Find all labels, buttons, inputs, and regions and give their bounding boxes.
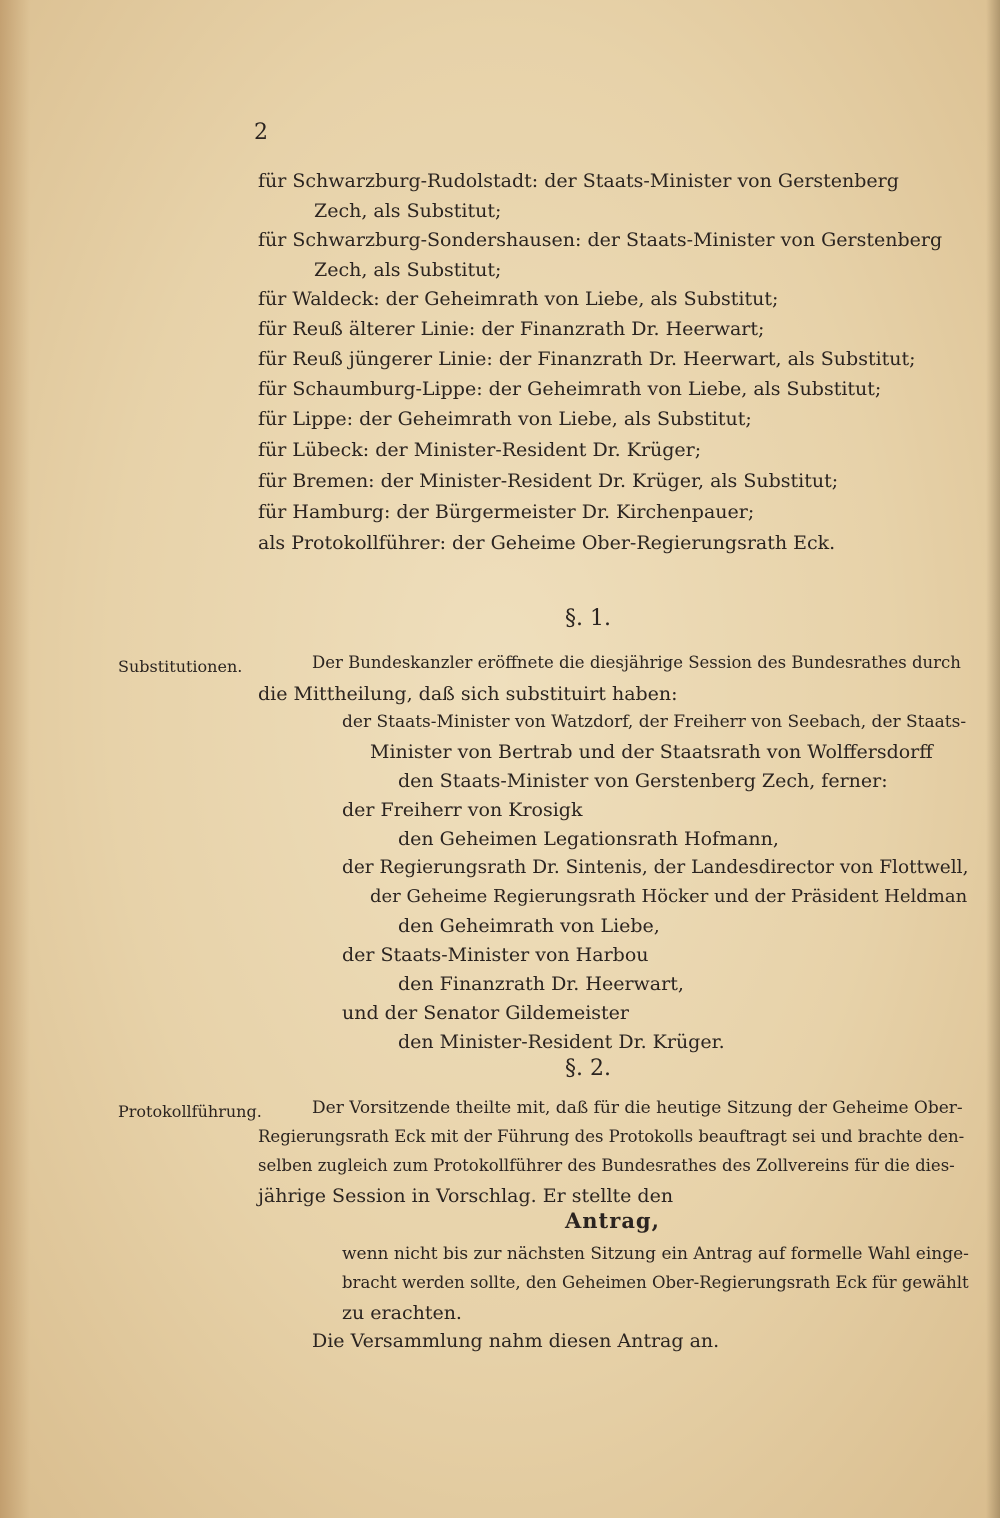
attendee-line: für Reuß jüngerer Linie: der Finanzrath Dr. Heerwart, als Substitut; — [258, 348, 916, 370]
antrag-label: Antrag, — [565, 1208, 660, 1233]
paragraph-line: den Finanzrath Dr. Heerwart, — [398, 973, 684, 995]
paragraph-line: der Freiherr von Krosigk — [342, 799, 583, 821]
attendee-line: für Reuß älterer Linie: der Finanzrath Dr. Heerwart; — [258, 318, 765, 340]
attendee-line: für Schaumburg-Lippe: der Geheimrath von Liebe, als Substitut; — [258, 378, 882, 400]
attendee-line: für Waldeck: der Geheimrath von Liebe, als Substitut; — [258, 288, 779, 310]
paragraph-line: den Minister-Resident Dr. Krüger. — [398, 1031, 725, 1053]
paragraph-line: Der Bundeskanzler eröffnete die diesjährige Session des Bundesrathes durch — [312, 653, 961, 672]
attendee-line: für Schwarzburg-Rudolstadt: der Staats-Minister von Gerstenberg — [258, 170, 899, 192]
paragraph-line: Minister von Bertrab und der Staatsrath von Wolffersdorff — [370, 741, 933, 763]
paragraph-line: der Staats-Minister von Harbou — [342, 944, 649, 966]
page-shadow-left — [0, 0, 30, 1518]
paragraph-line: der Geheime Regierungsrath Höcker und der Präsident Heldman — [370, 886, 968, 907]
section-heading-1: §. 1. — [565, 606, 611, 631]
paragraph-line: und der Senator Gildemeister — [342, 1002, 630, 1024]
paragraph-line: die Mittheilung, daß sich substituirt haben: — [258, 683, 678, 705]
antrag-line: zu erachten. — [342, 1302, 462, 1324]
antrag-line: wenn nicht bis zur nächsten Sitzung ein Antrag auf formelle Wahl einge- — [342, 1244, 969, 1264]
attendee-line: Zech, als Substitut; — [314, 259, 502, 281]
attendee-line: für Lübeck: der Minister-Resident Dr. Krüger; — [258, 439, 702, 461]
section-heading-2: §. 2. — [565, 1056, 611, 1081]
closing-line: Die Versammlung nahm diesen Antrag an. — [312, 1330, 720, 1352]
paragraph-line: den Geheimrath von Liebe, — [398, 915, 660, 937]
paragraph-line: den Geheimen Legationsrath Hofmann, — [398, 828, 779, 850]
paragraph-line: jährige Session in Vorschlag. Er stellte den — [258, 1185, 674, 1207]
margin-note-substitutionen: Substitutionen. — [118, 657, 243, 676]
paragraph-line: den Staats-Minister von Gerstenberg Zech, ferner: — [398, 770, 888, 792]
page-shadow-right — [986, 0, 1000, 1518]
attendee-line: für Bremen: der Minister-Resident Dr. Krüger, als Substitut; — [258, 470, 839, 492]
paragraph-line: der Regierungsrath Dr. Sintenis, der Landesdirector von Flottwell, — [342, 857, 969, 878]
antrag-line: bracht werden sollte, den Geheimen Ober-Regierungsrath Eck für gewählt — [342, 1273, 969, 1292]
paragraph-line: selben zugleich zum Protokollführer des Bundesrathes des Zollvereins für die dies- — [258, 1156, 955, 1175]
paragraph-line: der Staats-Minister von Watzdorf, der Freiherr von Seebach, der Staats- — [342, 712, 967, 732]
attendee-line: Zech, als Substitut; — [314, 200, 502, 222]
paragraph-line: Regierungsrath Eck mit der Führung des Protokolls beauftragt sei und brachte den- — [258, 1127, 965, 1146]
attendee-line: für Schwarzburg-Sondershausen: der Staats-Minister von Gerstenberg — [258, 229, 943, 251]
attendee-line: für Lippe: der Geheimrath von Liebe, als Substitut; — [258, 408, 752, 430]
margin-note-protokollfuehrung: Protokollführung. — [118, 1102, 262, 1121]
attendee-line: als Protokollführer: der Geheime Ober-Regierungsrath Eck. — [258, 532, 836, 554]
paragraph-line: Der Vorsitzende theilte mit, daß für die heutige Sitzung der Geheime Ober- — [312, 1098, 963, 1118]
attendee-line: für Hamburg: der Bürgermeister Dr. Kirchenpauer; — [258, 501, 755, 523]
page-number: 2 — [254, 120, 268, 145]
